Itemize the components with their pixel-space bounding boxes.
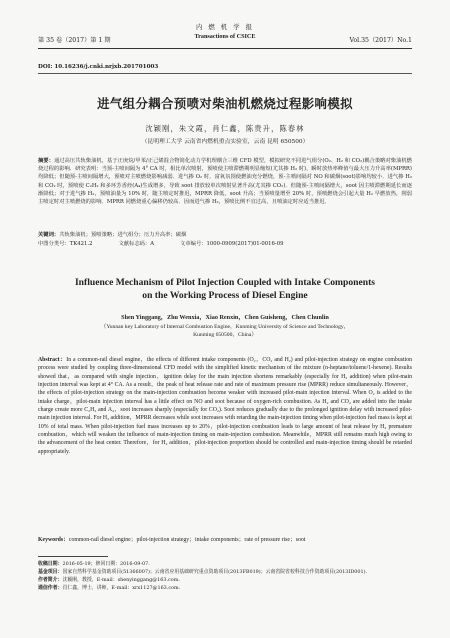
doi-divider xyxy=(38,73,412,74)
title-en-line-1: Influence Mechanism of Pilot Injection Coupled with Intake Components xyxy=(74,277,376,288)
abstract-en xyxy=(38,356,412,456)
document-code: 文献标志码：A xyxy=(118,241,155,247)
authors-zh: 沈颖刚，朱文霞，肖仁鑫，陈贵升，陈春林 xyxy=(145,124,305,133)
keywords-en-label: Keywords： xyxy=(38,537,69,543)
running-header xyxy=(38,22,412,49)
keywords-zh xyxy=(38,231,412,239)
abstract-zh xyxy=(38,157,412,206)
footnote-text: 国家自然科学基金资助项目(51366007)；云南省应用基础研究重点资助项目(2013FB019)；云南省院省校科技合作资助项目(2013ID001). xyxy=(62,569,368,575)
footnote-text: 2016-05-19；修回日期：2016-09-07. xyxy=(62,561,150,567)
footnote-label: 收稿日期： xyxy=(38,561,63,567)
doi: DOI: 10.16236/j.cnki.nrjxb.201701003 xyxy=(38,64,159,70)
footnote-divider xyxy=(38,556,108,557)
abstract-en-text: In a common-rail diesel engine，the effects of different intake components (O₂，CO₂ and H₂) and pilot-injection strategy on engine combustion process were studied by coupling three-dimensional CFD model with the simplified kinetic mechanism of the mixture (n-heptane/toluene/1-hexene). Results showed that，as compared with single injection，ignition delay for the main injection shortens remarkably (especially for H₂ addition) when pilot-main injection interval was kept at 4° CA. As a result，the peak of heat release rate and rate of maximum pressure rise (MPRR) reduce simultaneously. However，the effects of pilot-injection strategy on the main-injection combustion become weaker with increased pilot-main injection interval. When O₂ is added to the intake charge，pilot-main injection interval has a little effect on NO and soot because of oxygen-rich combustion. As H₂ and CO₂ are added into the intake charge create more C₂H₂ and A₄，soot increases sharply (especially for CO₂). Soot reduces gradually due to the prolonged ignition delay with increased pilot-main injection interval. For H₂ addition，MPRR decreases while soot increases with retarding the main-injection timing when pilot-injection fuel mass is kept at 10% of total mass. When pilot-injection fuel mass increases up to 20%，pilot-injection combustion leads to large amount of heat release by H₂ premature combustion，which will weaken the influence of main-injection timing on main-injection combustion. Meanwhile，MPRR still remains much high owing to the advancement of the heat center. Therefore，for H₂ addition，pilot-injection proportion should be controlled and main-injection timing should be retarded appropriately. xyxy=(38,357,412,455)
header-volume-en: Vol.35（2017）No.1 xyxy=(349,37,412,44)
keywords-en-text: common-rail diesel engine；pilot-injection strategy；intake components；rate of pressure rise；soot xyxy=(68,537,306,543)
affiliation-en xyxy=(40,323,410,340)
affiliation-en-line-2: Kunming 650500，China） xyxy=(193,332,257,339)
footnote-label: 基金项目： xyxy=(38,569,63,575)
article-id: 文章编号：1000-0909(2017)01-0016-09 xyxy=(180,241,284,247)
header-journal-zh: 内 燃 机 学 报 xyxy=(195,23,255,31)
abstract-en-label: Abstract： xyxy=(38,357,67,363)
footnote-author xyxy=(38,576,412,584)
abstract-zh-text: 通过高压共轨柴油机，基于正庚烷/甲苯/正己烯混合物简化动力学机理耦合三维 CFD 模型，模拟研究不同进气组分(O₂、H₂ 和 CO₂)耦合策略对柴油机燃烧过程的影响．研究表明：当预-主喷间隔为 4° CA 时，相比单次喷射，预喷使主喷滞燃期明显缩短(尤其掺 H₂ 时)，瞬时放热率峰值与最大压力升高率(MPRR)均降低；但随预-主喷间隔增大，预喷对主喷燃烧影响减弱．进气掺 O₂ 时，富氧氛围使燃油充分燃烧，预-主喷间隔对 NO 和碳烟(soot)影响均较小．进气掺 H₂ 和 CO₂ 时，预喷使 C₂H₂ 和多环芳香烃(A₄)生成增多，导致 soot 排放较单次喷射显著升高(尤其掺 CO₂)．但随预-主喷间隔增大，soot 因主喷滞燃期延长而逐渐降低；对于进气掺 H₂，预喷油量为 10% 时，随主喷定时推迟，MPRR 降低，soot 升高；当预喷量增至 20% 时，预喷燃烧会引起大量 H₂ 早燃放热，削弱主喷定时对主喷燃烧的影响．MPRR 同燃烧重心偏移仍较高．因而进气掺 H₂，预喷比例不宜过高，且喷油定时应适当推迟． xyxy=(38,158,412,206)
clc-number: 中图分类号：TK421.2 xyxy=(38,241,93,247)
authors-en: Shen Yinggang，Zhu Wenxia，Xiao Renxin，Chen Guisheng，Chen Chunlin xyxy=(121,314,329,321)
header-journal-en: Transactions of CSICE xyxy=(194,33,256,40)
title-zh: 进气组分耦合预喷对柴油机燃烧过程影响模拟 xyxy=(97,96,353,111)
footnote-funding xyxy=(38,568,412,576)
affiliation-en-line-1: （Yunnan key Laboratory of Internal Combustion Engine，Kunming University of Science and Technology， xyxy=(100,324,350,330)
footnote-text: 沈颖刚，教授，E-mail：shenyinggang@163.com. xyxy=(62,577,180,583)
affiliation-zh: （昆明理工大学 云南省内燃机重点实验室，云南 昆明 650500） xyxy=(141,139,309,145)
keywords-zh-label: 关键词： xyxy=(38,232,60,238)
keywords-zh-text: 共轨柴油机；预喷策略；进气组分；压力升高率；碳烟 xyxy=(59,232,187,238)
title-en xyxy=(0,276,450,302)
footnote-text: 肖仁鑫，博士，讲师，E-mail：xrx1127@163.com. xyxy=(62,585,181,591)
footnote-label: 作者简介： xyxy=(38,577,63,583)
title-en-line-2: on the Working Process of Diesel Engine xyxy=(142,290,308,301)
footnote-label: 通信作者： xyxy=(38,585,63,591)
abstract-zh-label: 摘要： xyxy=(38,158,54,164)
header-volume-zh: 第 35 卷（2017）第 1 期 xyxy=(38,37,111,44)
keywords-en xyxy=(38,536,412,544)
footnote-corresponding xyxy=(38,584,412,592)
footnotes xyxy=(38,560,412,592)
classification-zh xyxy=(38,240,412,248)
footnote-received xyxy=(38,560,412,568)
